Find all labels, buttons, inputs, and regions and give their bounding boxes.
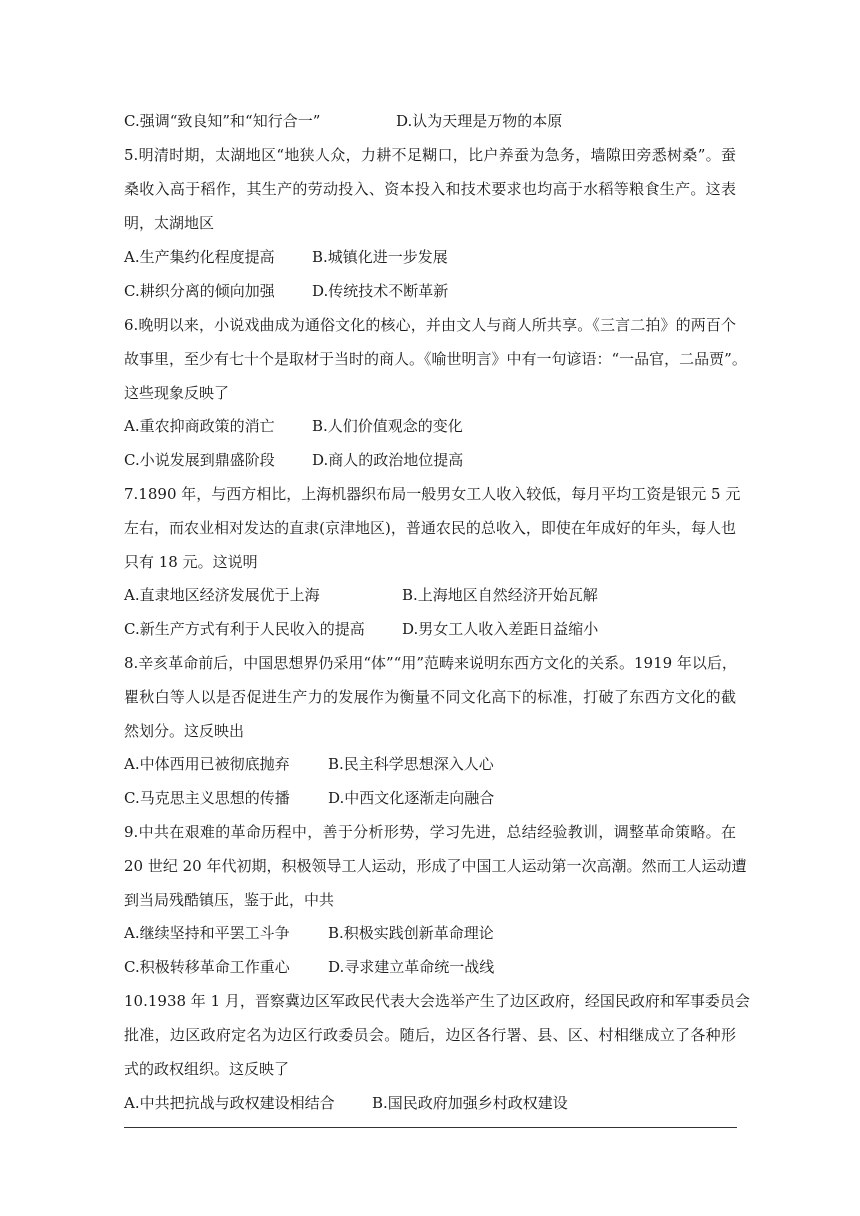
q10-stem-line-2: 批准，边区政府定名为边区行政委员会。随后，边区各行署、县、区、村相继成立了各种形 bbox=[124, 1026, 736, 1044]
q8-stem-line-2: 瞿秋白等人以是否促进生产力的发展作为衡量不同文化高下的标准，打破了东西方文化的截 bbox=[124, 688, 736, 706]
q9-stem-line-3: 到当局残酷镇压，鉴于此，中共 bbox=[124, 891, 335, 909]
q8-stem-line-3: 然划分。这反映出 bbox=[124, 722, 245, 740]
page-footer-rule bbox=[124, 1127, 737, 1128]
q6-stem-line-1: 6.晚明以来，小说戏曲成为通俗文化的核心，并由文人与商人所共享。《三言二拍》的两百个 bbox=[124, 316, 736, 334]
q5-option-d: D.传统技术不断革新 bbox=[312, 282, 449, 300]
q7-option-b: B.上海地区自然经济开始瓦解 bbox=[402, 586, 598, 604]
q8-option-a: A.中体西用已被彻底抛弃 bbox=[124, 755, 290, 773]
q8-option-c: C.马克思主义思想的传播 bbox=[124, 789, 290, 807]
q6-option-c: C.小说发展到鼎盛阶段 bbox=[124, 451, 275, 469]
q7-option-a: A.直隶地区经济发展优于上海 bbox=[124, 586, 320, 604]
q5-stem-line-3: 明，太湖地区 bbox=[124, 214, 215, 232]
q7-option-c: C.新生产方式有利于人民收入的提高 bbox=[124, 620, 365, 638]
q5-option-c: C.耕织分离的倾向加强 bbox=[124, 282, 275, 300]
q9-option-d: D.寻求建立革命统一战线 bbox=[328, 958, 495, 976]
q7-stem-line-3: 只有 18 元。这说明 bbox=[124, 553, 258, 571]
q9-option-b: B.积极实践创新革命理论 bbox=[328, 924, 494, 942]
q9-stem-line-2: 20 世纪 20 年代初期，积极领导工人运动，形成了中国工人运动第一次高潮。然而工人运动遭 bbox=[124, 857, 747, 875]
q7-stem-line-1: 7.1890 年，与西方相比，上海机器织布局一般男女工人收入较低，每月平均工资是银元 5 元 bbox=[124, 485, 741, 503]
q10-stem-line-3: 式的政权组织。这反映了 bbox=[124, 1060, 290, 1078]
q7-option-d: D.男女工人收入差距日益缩小 bbox=[402, 620, 599, 638]
q5-stem-line-2: 桑收入高于稻作，其生产的劳动投入、资本投入和技术要求也均高于水稻等粮食生产。这表 bbox=[124, 180, 736, 198]
q9-option-c: C.积极转移革命工作重心 bbox=[124, 958, 290, 976]
q8-option-d: D.中西文化逐渐走向融合 bbox=[328, 789, 495, 807]
q8-stem-line-1: 8.辛亥革命前后，中国思想界仍采用“体”“用”范畴来说明东西方文化的关系。1919 年以后， bbox=[124, 654, 737, 672]
q6-stem-line-3: 这些现象反映了 bbox=[124, 384, 230, 402]
q6-option-a: A.重农抑商政策的消亡 bbox=[124, 417, 275, 435]
q4-option-d: D.认为天理是万物的本原 bbox=[396, 112, 563, 130]
q5-stem-line-1: 5.明清时期，太湖地区“地狭人众，力耕不足糊口，比户养蚕为急务，墙隙田旁悉树桑”。蚕 bbox=[124, 146, 736, 164]
q6-option-d: D.商人的政治地位提高 bbox=[312, 451, 464, 469]
q9-stem-line-1: 9.中共在艰难的革命历程中，善于分析形势，学习先进，总结经验教训，调整革命策略。在 bbox=[124, 823, 736, 841]
q6-option-b: B.人们价值观念的变化 bbox=[312, 417, 463, 435]
q5-option-b: B.城镇化进一步发展 bbox=[312, 248, 448, 266]
q7-stem-line-2: 左右，而农业相对发达的直隶(京津地区)，普通农民的总收入，即使在年成好的年头，每人也 bbox=[124, 519, 736, 537]
q10-option-a: A.中共把抗战与政权建设相结合 bbox=[124, 1094, 335, 1112]
q10-option-b: B.国民政府加强乡村政权建设 bbox=[372, 1094, 568, 1112]
q10-stem-line-1: 10.1938 年 1 月，晋察冀边区军政民代表大会选举产生了边区政府，经国民政府和军事委员会 bbox=[124, 992, 750, 1010]
q9-option-a: A.继续坚持和平罢工斗争 bbox=[124, 924, 290, 942]
q6-stem-line-2: 故事里，至少有七十个是取材于当时的商人。《喻世明言》中有一句谚语：“一品官，二品贾”。 bbox=[124, 350, 747, 368]
q4-option-c: C.强调“致良知”和“知行合一” bbox=[124, 112, 321, 130]
q8-option-b: B.民主科学思想深入人心 bbox=[328, 755, 494, 773]
q5-option-a: A.生产集约化程度提高 bbox=[124, 248, 275, 266]
